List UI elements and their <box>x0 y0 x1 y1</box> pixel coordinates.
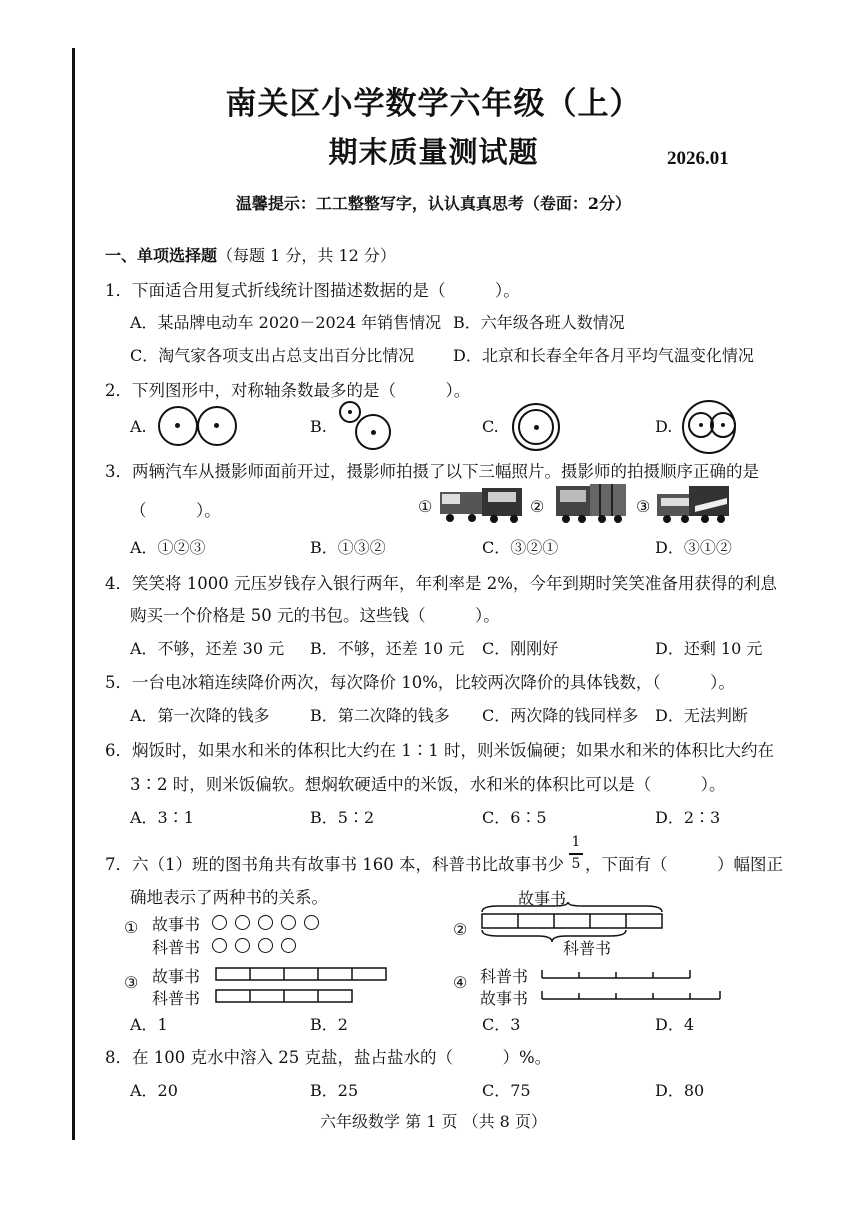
q3-photo2-label: ② <box>530 497 545 516</box>
section-name: 一、单项选择题 <box>105 246 218 265</box>
q4-line2: 购买一个价格是 50 元的书包。这些钱（ ）。 <box>130 606 500 625</box>
q5-option-d[interactable]: D．无法判断 <box>655 706 748 725</box>
q7-d4-story-label: 故事书 <box>480 989 529 1008</box>
page-subtitle: 期末质量测试题 <box>328 135 539 169</box>
q7-d2-science-label: 科普书 <box>563 939 612 958</box>
section-title <box>105 243 396 266</box>
q3-option-a[interactable]: A．①②③ <box>130 538 206 557</box>
q4-option-c[interactable]: C．刚刚好 <box>482 639 559 658</box>
q7-d1-science-label: 科普书 <box>152 938 201 957</box>
q7-diagram1-label: ① <box>124 918 139 937</box>
circle-icon <box>235 915 250 930</box>
circle-icon <box>258 915 273 930</box>
q3-photo1-trucks <box>438 486 524 524</box>
q2a-right-center <box>214 423 219 428</box>
exam-date: 2026.01 <box>667 148 729 169</box>
q2-option-b[interactable]: B. <box>310 417 327 436</box>
circle-icon <box>212 915 227 930</box>
q7-d3-science-label: 科普书 <box>152 989 201 1008</box>
q2-option-a[interactable]: A. <box>130 417 147 436</box>
warm-tip: 温馨提示：工工整整写字，认认真真思考（卷面：2分） <box>235 194 632 213</box>
q7-fraction-bar <box>569 853 583 855</box>
circle-icon <box>281 915 296 930</box>
q7-fraction-numerator: 1 <box>571 834 581 850</box>
q4-option-d[interactable]: D．还剩 10 元 <box>655 639 763 658</box>
q6-line1: 6．焖饭时，如果水和米的体积比大约在 1∶1 时，则米饭偏硬；如果水和米的体积比大约在 <box>105 741 774 760</box>
q6-option-c[interactable]: C．6∶5 <box>482 808 547 827</box>
q7-d3-story-label: 故事书 <box>152 967 201 986</box>
q5-option-c[interactable]: C．两次降的钱同样多 <box>482 706 639 725</box>
q7-option-a[interactable]: A．1 <box>130 1015 168 1034</box>
q2b-small-center <box>348 410 352 414</box>
q2-stem: 2．下列图形中，对称轴条数最多的是（ ）。 <box>105 381 471 400</box>
q7-d1-story-circles <box>212 912 327 931</box>
q8-option-b[interactable]: B．25 <box>310 1081 359 1100</box>
q3-stem: 3．两辆汽车从摄影师面前开过，摄影师拍摄了以下三幅照片。摄影师的拍摄顺序正确的是 <box>105 462 759 481</box>
circle-icon <box>258 938 273 953</box>
q3-option-d[interactable]: D．③①② <box>655 538 732 557</box>
q8-option-d[interactable]: D．80 <box>655 1081 705 1100</box>
page-title: 南关区小学数学六年级（上） <box>225 86 642 122</box>
q2b-large-center <box>371 430 376 435</box>
q7-d2-story-label: 故事书 <box>518 889 567 908</box>
q7-d4-line-diagram <box>538 966 724 1006</box>
q1-option-d[interactable]: D．北京和长春全年各月平均气温变化情况 <box>453 346 754 365</box>
q6-option-d[interactable]: D．2∶3 <box>655 808 721 827</box>
circle-icon <box>212 938 227 953</box>
section-note: （每题 1 分，共 12 分） <box>217 246 396 265</box>
q4-option-a[interactable]: A．不够，还差 30 元 <box>130 639 285 658</box>
q3-blank: （ ）。 <box>130 501 221 520</box>
q7-line1-part1: 7．六（1）班的图书角共有故事书 160 本，科普书比故事书少 <box>105 855 564 874</box>
q3-option-c[interactable]: C．③②① <box>482 538 559 557</box>
q5-option-a[interactable]: A．第一次降的钱多 <box>130 706 270 725</box>
q6-option-b[interactable]: B．5∶2 <box>310 808 375 827</box>
q1-stem: 1．下面适合用复式折线统计图描述数据的是（ ）。 <box>105 281 520 300</box>
q7-diagram3-label: ③ <box>124 973 139 992</box>
q3-photo3-label: ③ <box>636 497 651 516</box>
q1-option-a[interactable]: A．某品牌电动车 2020－2024 年销售情况 <box>130 313 442 332</box>
q3-photo2-trucks <box>552 482 630 524</box>
q2-option-c[interactable]: C. <box>482 417 499 436</box>
q7-diagram4-label: ④ <box>453 973 468 992</box>
q7-option-c[interactable]: C．3 <box>482 1015 521 1034</box>
q2c-center <box>534 425 539 430</box>
circle-icon <box>281 938 296 953</box>
q7-fraction-denominator: 5 <box>571 856 581 872</box>
q2d-left-center <box>699 423 703 427</box>
q7-diagram2-label: ② <box>453 920 468 939</box>
q7-line1-part2: ，下面有（ ）幅图正 <box>585 855 783 874</box>
q7-d1-story-label: 故事书 <box>152 915 201 934</box>
q4-option-b[interactable]: B．不够，还差 10 元 <box>310 639 465 658</box>
q8-option-c[interactable]: C．75 <box>482 1081 531 1100</box>
q8-stem: 8．在 100 克水中溶入 25 克盐，盐占盐水的（ ）%。 <box>105 1048 552 1067</box>
page-footer: 六年级数学 第 1 页 （共 8 页） <box>320 1112 547 1131</box>
q2-option-d[interactable]: D. <box>655 417 673 436</box>
q7-d3-bar-diagram <box>215 966 390 1008</box>
q2d-right-center <box>721 423 725 427</box>
q7-d4-science-label: 科普书 <box>480 967 529 986</box>
q3-photo3-trucks <box>655 484 731 524</box>
circle-icon <box>235 938 250 953</box>
q6-line2: 3∶2 时，则米饭偏软。想焖软硬适中的米饭，水和米的体积比可以是（ ）。 <box>130 775 726 794</box>
q7-option-d[interactable]: D．4 <box>655 1015 695 1034</box>
q7-line2: 确地表示了两种书的关系。 <box>130 888 328 907</box>
q4-line1: 4．笑笑将 1000 元压岁钱存入银行两年，年利率是 2%，今年到期时笑笑准备用获得的利息 <box>105 574 777 593</box>
q7-option-b[interactable]: B．2 <box>310 1015 348 1034</box>
q3-option-b[interactable]: B．①③② <box>310 538 386 557</box>
q1-option-b[interactable]: B．六年级各班人数情况 <box>453 313 625 332</box>
q5-option-b[interactable]: B．第二次降的钱多 <box>310 706 450 725</box>
q5-stem: 5．一台电冰箱连续降价两次，每次降价 10%，比较两次降价的具体钱数，（ ）。 <box>105 673 735 692</box>
q8-option-a[interactable]: A．20 <box>130 1081 178 1100</box>
q1-option-c[interactable]: C．淘气家各项支出占总支出百分比情况 <box>130 346 415 365</box>
q3-photo1-label: ① <box>418 497 433 516</box>
q7-d1-science-circles <box>212 935 304 954</box>
q6-option-a[interactable]: A．3∶1 <box>130 808 194 827</box>
circle-icon <box>304 915 319 930</box>
q2a-left-center <box>175 423 180 428</box>
